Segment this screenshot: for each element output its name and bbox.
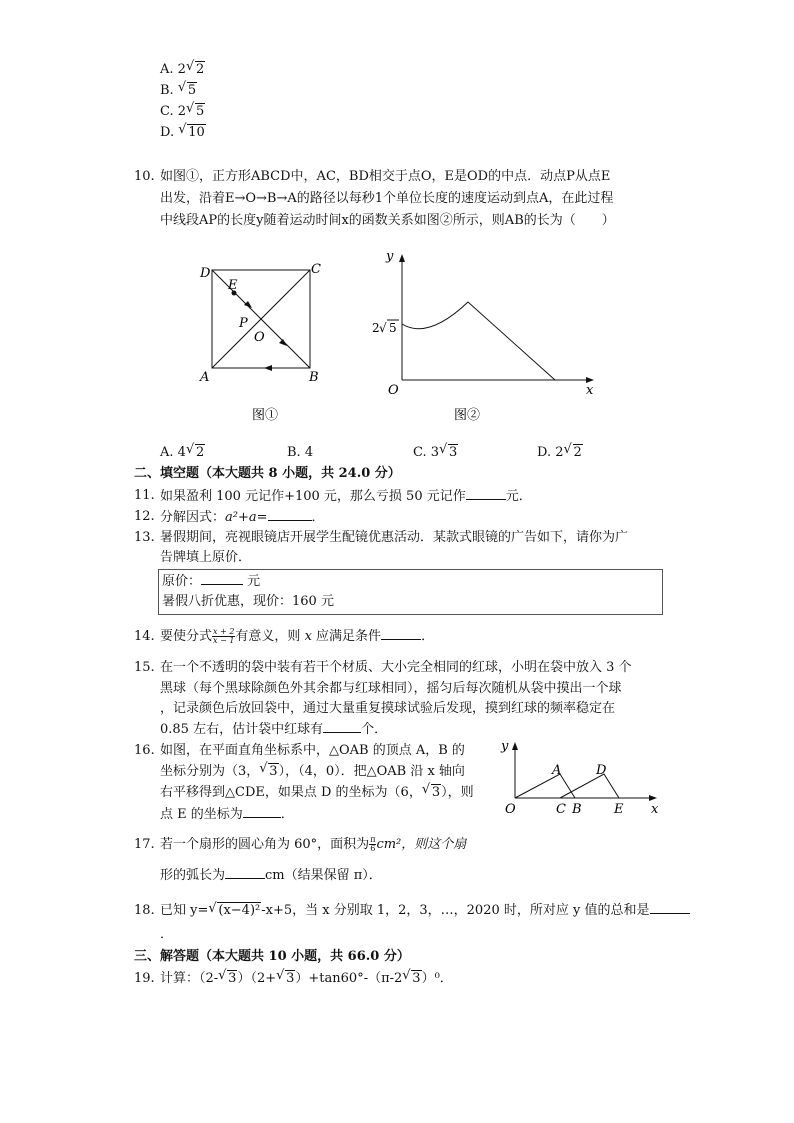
label-a: A <box>200 370 210 385</box>
q10-figure1 <box>190 255 340 425</box>
section3-heading: 三、解答题（本大题共 10 小题，共 66.0 分） <box>134 949 410 964</box>
q16-line1: 如图，在平面直角坐标系中，△OAB 的顶点 A，B 的 <box>160 743 465 758</box>
x-axis-label: x <box>586 383 594 398</box>
q16-label-d: D <box>596 763 607 778</box>
y-mark-radicand: 5 <box>389 321 397 335</box>
label-o: O <box>254 330 265 345</box>
q11-text: 如果盈利 100 元记作+100 元，那么亏损 50 元记作 元． <box>160 489 532 504</box>
q10-line3: 中线段AP的长度y随着运动时间x的函数关系如图②所示，则AB的长为（ ） <box>160 213 615 228</box>
q10-figure2 <box>368 248 608 426</box>
origin-label: O <box>388 383 399 398</box>
q14-number: 14. <box>134 629 155 644</box>
q16-label-b: B <box>572 802 582 817</box>
q9-option-b: B. √ 5 <box>160 80 197 98</box>
q17-blank[interactable] <box>225 866 265 879</box>
q17-number: 17. <box>134 837 155 852</box>
q15-line4: 0.85 左右，估计袋中红球有 个． <box>160 722 388 737</box>
q15-blank[interactable] <box>323 720 361 733</box>
label-c: C <box>311 262 321 277</box>
q18-text: 已知 y= √ (x−4)²-x+5，当 x 分别取 1，2，3，…，2020 时，所对应 y 值的总和是 <box>160 900 690 922</box>
q12-text: 分解因式：a²+a= ． <box>160 510 325 525</box>
q16-label-o: O <box>505 802 516 817</box>
q16-line3: 右平移得到△CDE，如果点 D 的坐标为（6， √ 3），则 <box>160 782 474 800</box>
q19-number: 19. <box>134 971 155 986</box>
y-axis-arrow <box>399 254 405 262</box>
q16-number: 16. <box>134 743 155 758</box>
q10-option-c: C. 3 √ 3 <box>413 442 458 460</box>
q12-blank[interactable] <box>268 508 312 521</box>
q18-blank[interactable] <box>650 901 690 914</box>
q15-line3: ，记录颜色后放回袋中，通过大量重复摸球试验后发现，摸到红球的频率稳定在 <box>160 701 616 716</box>
q16-line4: 点 E 的坐标为 ． <box>160 807 294 822</box>
q18-number: 18. <box>134 903 155 918</box>
q9-option-a: A. 2 √ 2 <box>160 59 205 77</box>
q17-line2: 形的弧长为 cm（结果保留 π）． <box>160 868 382 883</box>
label-p: P <box>239 316 248 331</box>
figure2-caption: 图② <box>454 408 481 423</box>
q13-line1: 暑假期间，亮视眼镜店开展学生配镜优惠活动．某款式眼镜的广告如下，请你为广 <box>160 530 629 545</box>
q9-option-d: D. √ 10 <box>160 122 205 140</box>
label-b: B <box>309 370 319 385</box>
q17-fraction: $\frac{\pi}{6}$ <box>370 835 376 853</box>
label-d: D <box>200 266 211 281</box>
q11-number: 11. <box>134 488 155 503</box>
q16-blank[interactable] <box>243 805 281 818</box>
q12-number: 12. <box>134 509 155 524</box>
q16-label-e: E <box>614 802 624 817</box>
q14-fraction: $\frac{x + 2}{x - 1}$ <box>213 627 235 645</box>
q18-end: ． <box>160 927 174 942</box>
y-axis-label: y <box>386 249 394 264</box>
q15-line2: 黑球（每个黑球除颜色外其余都与红球相同），摇匀后每次随机从袋中摸出一个球 <box>160 681 622 696</box>
q16-x-label: x <box>651 802 659 817</box>
y-mark-radical: √ <box>379 321 387 335</box>
q16-label-a: A <box>552 763 562 778</box>
q10-option-b: B. 4 <box>287 445 314 460</box>
q10-number: 10. <box>134 169 155 184</box>
label-e: E <box>228 278 238 293</box>
q16-line2: 坐标分别为（3， √ 3），（4，0）．把△OAB 沿 x 轴向 <box>160 761 465 779</box>
y-mark-coef: 2 <box>372 321 380 335</box>
q16-figure <box>497 738 667 820</box>
q19-text: 计算：（2- √ 3）（2+ √ 3）+tan60°-（π-2 √ 3）⁰． <box>160 968 453 986</box>
q16-x-arrow <box>649 795 657 801</box>
q16-label-c: C <box>556 802 566 817</box>
arrow-b-a <box>264 365 272 371</box>
section2-heading: 二、填空题（本大题共 8 小题，共 24.0 分） <box>134 466 401 481</box>
q14-text: 要使分式 $\frac{x + 2}{x - 1}$ 有意义，则 x 应满足条件 ． <box>160 627 435 645</box>
q16-y-arrow <box>512 742 518 750</box>
q14-blank[interactable] <box>381 627 421 640</box>
q17-line1: 若一个扇形的圆心角为 60°，面积为 $\frac{\pi}{6}$ cm²，则这个扇 <box>160 835 467 853</box>
q10-line1: 如图①，正方形ABCD中，AC，BD相交于点O，E是OD的中点．动点P从点E <box>160 169 611 184</box>
q13-number: 13. <box>134 530 155 545</box>
q9-option-c: C. 2 √ 5 <box>160 101 205 119</box>
arrow-e-o <box>244 301 252 308</box>
q13-box-line1: 原价： 元 <box>162 574 261 589</box>
q16-y-label: y <box>501 739 509 754</box>
q13-box-line2: 暑假八折优惠，现价：160 元 <box>162 594 334 609</box>
q10-option-d: D. 2 √ 2 <box>537 442 582 460</box>
q10-line2: 出发，沿着E→O→B→A的路径以每秒1个单位长度的速度运动到点A，在此过程 <box>160 191 614 206</box>
q13-blank[interactable] <box>201 572 243 585</box>
arrow-o-b <box>279 339 287 346</box>
q15-line1: 在一个不透明的袋中装有若干个材质、大小完全相同的红球，小明在袋中放入 3 个 <box>160 660 632 675</box>
triangle-cde <box>560 774 619 798</box>
q11-blank[interactable] <box>466 487 506 500</box>
q15-number: 15. <box>134 660 155 675</box>
q13-line2: 告牌填上原价． <box>160 550 252 565</box>
function-graph <box>402 302 555 380</box>
q10-option-a: A. 4 √ 2 <box>160 442 205 460</box>
figure1-caption: 图① <box>252 408 279 423</box>
